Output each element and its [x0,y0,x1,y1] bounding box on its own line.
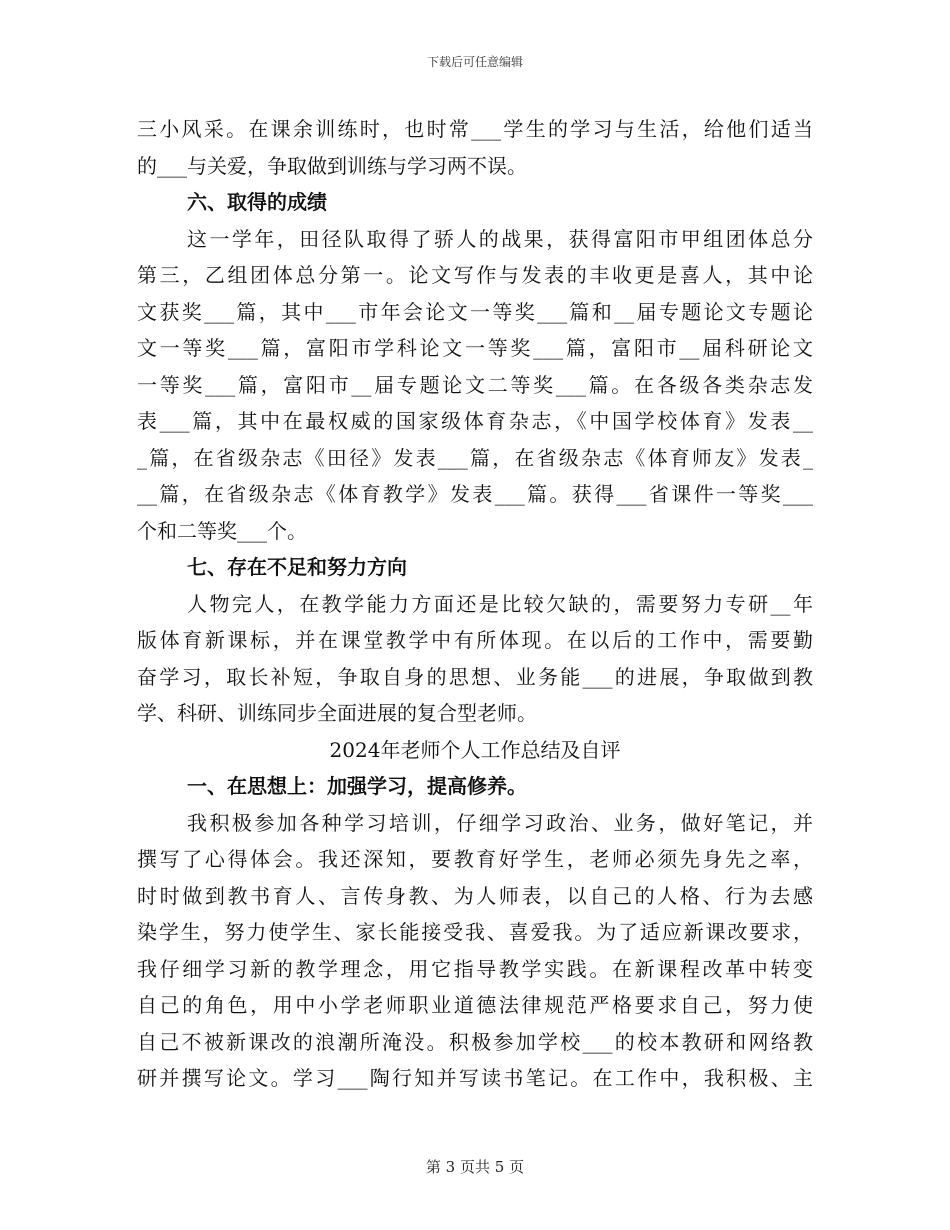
text-line: 三小风采。在课余训练时，也时常___学生的学习与生活，给他们适当 [137,117,813,141]
text-line: 撰写了心得体会。我还深知，要教育好学生，老师必须先身先之率， [137,847,813,871]
text-line: 版体育新课标，并在课堂教学中有所体现。在以后的工作中，需要勤 [137,628,813,652]
text-line: 一等奖___篇，富阳市__届专题论文二等奖___篇。在各级各类杂志发 [137,372,813,397]
section-heading: 一、在思想上：加强学习，提高修养。 [187,774,527,798]
text-line: 自己不被新课改的浪潮所淹没。积极参加学校___的校本教研和网络教 [137,1029,813,1054]
page-footer: 第 3 页共 5 页 [425,1158,525,1176]
text-line: 奋学习，取长补短，争取自身的思想、业务能___的进展，争取做到教 [137,664,813,689]
section-heading: 七、存在不足和努力方向 [187,555,407,579]
text-line: 表___篇，其中在最权威的国家级体育杂志，《中国学校体育》发表__ [137,409,813,433]
text-line: 学、科研、训练同步全面进展的复合型老师。 [137,701,537,725]
text-line: 我仔细学习新的教学理念，用它指导教学实践。在新课程改革中转变 [137,956,813,981]
text-line: 的___与关爱，争取做到训练与学习两不误。 [137,153,527,178]
text-line: 染学生，努力使学生、家长能接受我、喜爱我。为了适应新课改要求， [137,920,813,944]
paragraph-first-line: 我积极参加各种学习培训，仔细学习政治、业务，做好笔记，并 [187,810,813,835]
text-line: _篇，在省级杂志《田径》发表___篇，在省级杂志《体育师友》发表_ [137,445,813,470]
section-heading: 六、取得的成绩 [187,190,327,214]
text-line: __篇，在省级杂志《体育教学》发表___篇。获得___省课件一等奖___ [137,482,813,506]
document-title: 2024年老师个人工作总结及自评 [329,737,621,762]
text-line: 文获奖___篇，其中___市年会论文一等奖___篇和__届专题论文专题论 [137,299,813,324]
text-line: 个和二等奖___个。 [137,518,307,543]
paragraph-first-line: 这一学年，田径队取得了骄人的战果，获得富阳市甲组团体总分 [187,226,813,251]
document-body [137,111,813,1097]
text-line: 研并撰写论文。学习___陶行知并写读书笔记。在工作中，我积极、主 [137,1066,813,1090]
text-line: 第三，乙组团体总分第一。论文写作与发表的丰收更是喜人，其中论 [137,263,813,287]
page-header: 下载后可任意编辑 [426,55,523,69]
text-line: 时时做到教书育人、言传身教、为人师表，以自己的人格、行为去感 [137,883,813,908]
text-line: 文一等奖___篇，富阳市学科论文一等奖___篇，富阳市__届科研论文 [137,336,813,360]
paragraph-first-line: 人物完人，在教学能力方面还是比较欠缺的，需要努力专研__年 [187,591,813,616]
text-line: 自己的角色，用中小学老师职业道德法律规范严格要求自己，努力使 [137,993,813,1017]
